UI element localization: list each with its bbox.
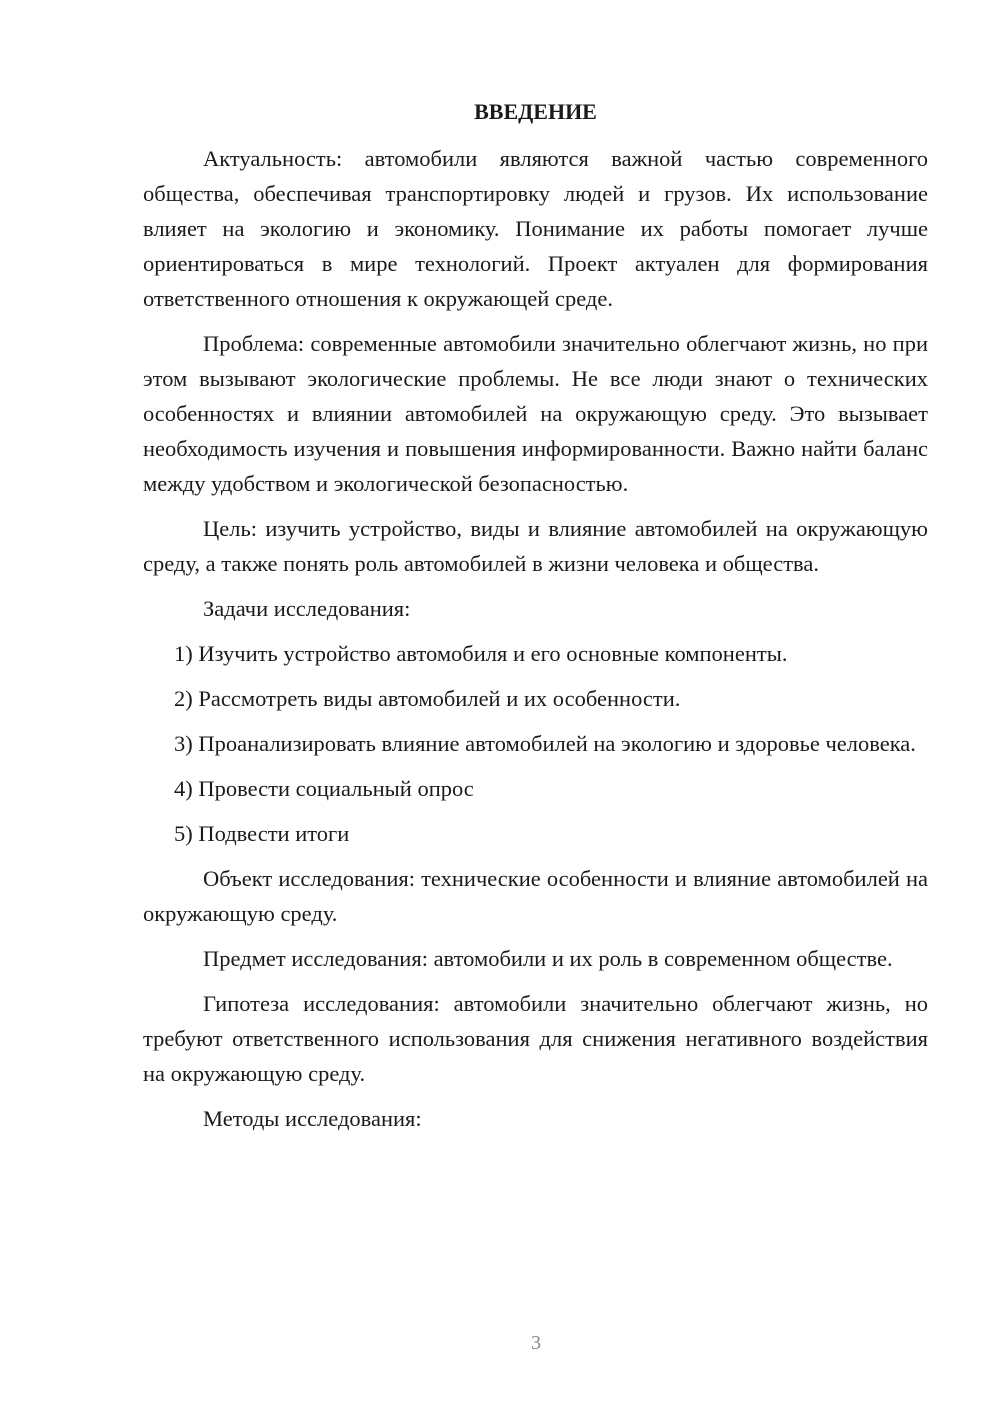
task-item: 5) Подвести итоги [174, 821, 350, 846]
task-item: 3) Проанализировать влияние автомобилей на экологию и здоровье человека. [174, 731, 916, 756]
tasks-heading: Задачи исследования: [203, 596, 411, 621]
page-number: 3 [531, 1332, 541, 1354]
methods-heading: Методы исследования: [203, 1106, 422, 1131]
task-item: 2) Рассмотреть виды автомобилей и их особенности. [174, 686, 681, 711]
goal-paragraph: Цель: изучить устройство, виды и влияние автомобилей на окружающую среду, а также понять роль автомобилей в жизни человека и общества. [143, 516, 928, 576]
page-title: ВВЕДЕНИЕ [474, 99, 597, 124]
page-content [143, 94, 928, 1146]
hypothesis-paragraph: Гипотеза исследования: автомобили значительно облегчают жизнь, но требуют ответственного использования для снижения негативного воздействия на окружающую среду. [143, 991, 928, 1086]
task-item: 4) Провести социальный опрос [174, 776, 474, 801]
object-paragraph: Объект исследования: технические особенности и влияние автомобилей на окружающую среду. [143, 866, 928, 926]
task-item: 1) Изучить устройство автомобиля и его основные компоненты. [174, 641, 788, 666]
problem-paragraph: Проблема: современные автомобили значительно облегчают жизнь, но при этом вызывают экологические проблемы. Не все люди знают о технических особенностях и влиянии автомобилей на окружающую среду. Это вызывает необходимость изучения и повышения информированности. Важно найти баланс между удобством и экологической безопасностью. [143, 331, 928, 496]
subject-paragraph: Предмет исследования: автомобили и их роль в современном обществе. [203, 946, 893, 971]
relevance-paragraph: Актуальность: автомобили являются важной частью современного общества, обеспечивая транспортировку людей и грузов. Их использование влияет на экологию и экономику. Понимание их работы помогает лучше ориентироваться в мире технологий. Проект актуален для формирования ответственного отношения к окружающей среде. [143, 146, 928, 311]
